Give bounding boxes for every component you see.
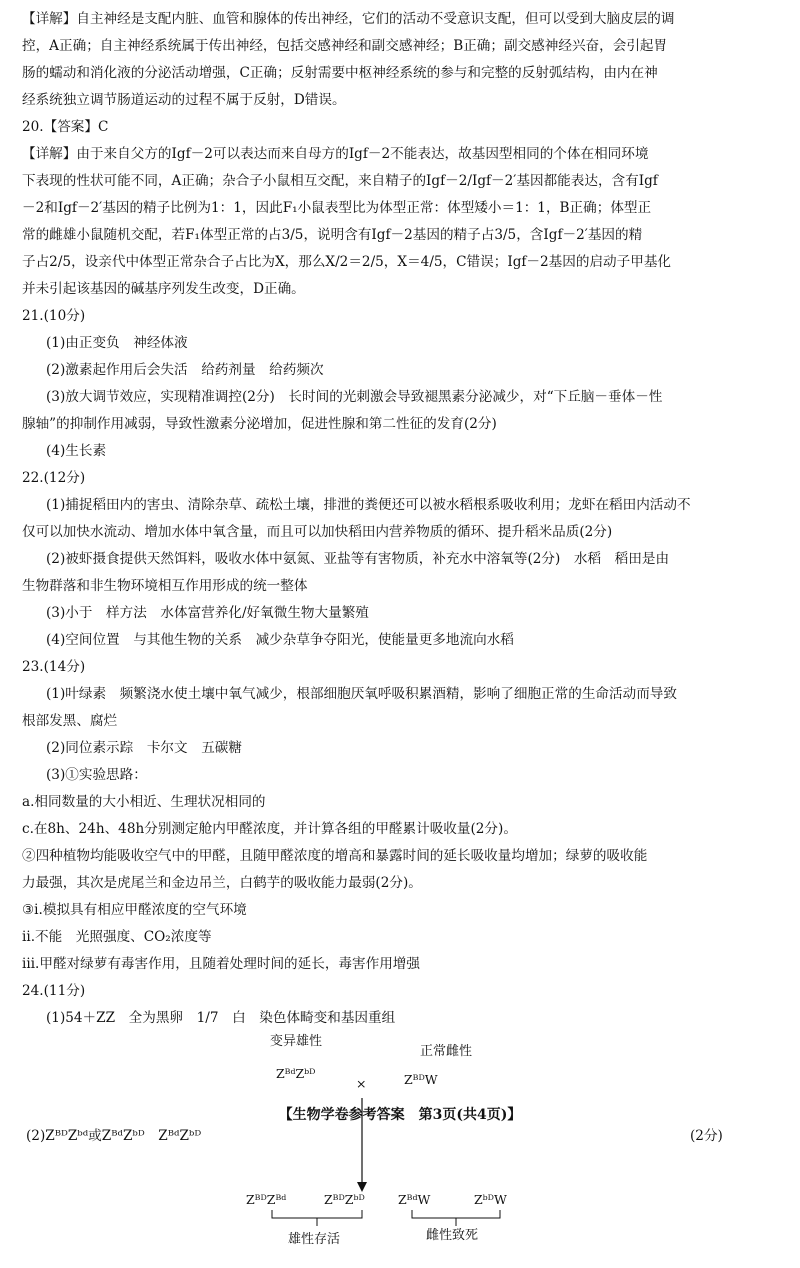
genetic-cross-diagram <box>22 1032 778 1268</box>
q20-line-5: 子占2/5，设亲代中体型正常杂合子占比为X，那么X/2＝2/5，X＝4/5，C错误；Igf－2基因的启动子甲基化 <box>22 254 672 270</box>
q21-heading: 21.(10分) <box>22 308 86 324</box>
cross-symbol: × <box>356 1076 367 1091</box>
q23-heading: 23.(14分) <box>22 659 86 675</box>
q24-part-2: (2)ZᴮᴰZᵇᵈ或ZᴮᵈZᵇᴰ ZᴮᵈZᵇᴰ <box>26 1128 202 1144</box>
q19-line-3: 肠的蠕动和消化液的分泌活动增强，C正确；反射需要中枢神经系统的参与和完整的反射弧结构，由内在神 <box>22 65 658 81</box>
q20-answer: 20.【答案】C <box>22 119 109 135</box>
q23-part-3c: c.在8h、24h、48h分别测定舱内甲醛浓度，并计算各组的甲醛累计吸收量(2分)。 <box>22 821 517 837</box>
q20-line-1: 【详解】由于来自父方的Igf－2可以表达而来自母方的Igf－2不能表达，故基因型相同的个体在相同环境 <box>22 146 649 162</box>
offspring-2-genotype: ZᴮᴰZᵇᴰ <box>324 1192 365 1207</box>
q22-part-1-cont: 仅可以加快水流动、增加水体中氧含量，而且可以加快稻田内营养物质的循环、提升稻米品质(2分) <box>22 524 613 540</box>
q21-part-4: (4)生长素 <box>46 443 107 459</box>
cross-diagram-lines <box>22 1032 778 1268</box>
q20-line-3: －2和Igf－2′基因的精子比例为1：1，因此F₁小鼠表型比为体型正常：体型矮小＝1：1，B正确；体型正 <box>22 200 652 216</box>
q23-part-3-3-iii: ⅲ.甲醛对绿萝有毒害作用，且随着处理时间的延长，毒害作用增强 <box>22 956 420 972</box>
female-lethal-label: 雌性致死 <box>426 1228 479 1243</box>
offspring-4-genotype: ZᵇᴰW <box>474 1192 507 1207</box>
cross-arrow-head <box>357 1182 367 1192</box>
page-footer: 【生物学卷参考答案 第3页(共4页)】 <box>278 1107 522 1123</box>
normal-female-genotype: ZᴮᴰW <box>404 1072 438 1087</box>
male-offspring-bracket <box>272 1210 362 1218</box>
q23-part-3-2: ②四种植物均能吸收空气中的甲醛，且随甲醛浓度的增高和暴露时间的延长吸收量均增加；绿萝的吸收能 <box>22 848 648 864</box>
q22-heading: 22.(12分) <box>22 470 86 486</box>
q22-part-3: (3)小于 样方法 水体富营养化/好氧微生物大量繁殖 <box>46 605 369 621</box>
q24-part-1: (1)54＋ZZ 全为黑卵 1/7 白 染色体畸变和基因重组 <box>46 1010 396 1026</box>
q22-part-1: (1)捕捉稻田内的害虫、清除杂草、疏松土壤，排泄的粪便还可以被水稻根系吸收利用；龙虾在稻田内活动不 <box>46 497 691 513</box>
q21-part-1: (1)由正变负 神经体液 <box>46 335 188 351</box>
q23-part-3-2-cont: 力最强，其次是虎尾兰和金边吊兰，白鹤芋的吸收能力最弱(2分)。 <box>22 875 422 891</box>
mutant-male-label: 变异雄性 <box>270 1034 323 1049</box>
q23-part-3-3-ii: ⅱ.不能 光照强度、CO₂浓度等 <box>22 929 212 945</box>
q20-line-6: 并未引起该基因的碱基序列发生改变，D正确。 <box>22 281 305 297</box>
q24-heading: 24.(11分) <box>22 983 86 999</box>
q19-line-2: 控，A正确；自主神经系统属于传出神经，包括交感神经和副交感神经；B正确；副交感神经兴奋，会引起胃 <box>22 38 668 54</box>
q22-part-2-cont: 生物群落和非生物环境相互作用形成的统一整体 <box>22 578 308 594</box>
q21-part-3-cont: 腺轴”的抑制作用减弱，导致性激素分泌增加，促进性腺和第二性征的发育(2分) <box>22 416 497 432</box>
male-survive-label: 雄性存活 <box>288 1232 341 1247</box>
q22-part-4: (4)空间位置 与其他生物的关系 减少杂草争夺阳光，使能量更多地流向水稻 <box>46 632 514 648</box>
q23-part-1-cont: 根部发黑、腐烂 <box>22 713 118 729</box>
q23-part-3-3: ③ⅰ.模拟具有相应甲醛浓度的空气环境 <box>22 902 247 918</box>
offspring-1-genotype: ZᴮᴰZᴮᵈ <box>246 1192 287 1207</box>
answer-page <box>22 6 778 1268</box>
q20-line-2: 下表现的性状可能不同，A正确；杂合子小鼠相互交配，来自精子的Igf－2/Igf－2′基因都能表达，含有Igf <box>22 173 658 189</box>
q19-line-4: 经系统独立调节肠道运动的过程不属于反射，D错误。 <box>22 92 346 108</box>
female-offspring-bracket <box>412 1210 500 1218</box>
normal-female-label: 正常雌性 <box>420 1044 473 1059</box>
q23-part-3a: a.相同数量的大小相近、生理状况相同的 <box>22 794 266 810</box>
q21-part-2: (2)激素起作用后会失活 给药剂量 给药频次 <box>46 362 324 378</box>
q23-part-2: (2)同位素示踪 卡尔文 五碳糖 <box>46 740 242 756</box>
q23-part-3: (3)①实验思路： <box>46 767 147 783</box>
q19-line-1: 【详解】自主神经是支配内脏、血管和腺体的传出神经，它们的活动不受意识支配，但可以受到大脑皮层的调 <box>22 11 675 27</box>
q22-part-2: (2)被虾摄食提供天然饵料，吸收水体中氨氮、亚盐等有害物质，补充水中溶氧等(2分) 水稻 稻田是由 <box>46 551 670 567</box>
offspring-3-genotype: ZᴮᵈW <box>398 1192 431 1207</box>
q21-part-3: (3)放大调节效应，实现精准调控(2分) 长时间的光刺激会导致褪黑素分泌减少，对“下丘脑－垂体－性 <box>46 389 663 405</box>
mutant-male-genotype: ZᴮᵈZᵇᴰ <box>276 1066 316 1081</box>
q24-part-2-score: (2分) <box>690 1128 723 1144</box>
q23-part-1: (1)叶绿素 频繁浇水使土壤中氧气减少，根部细胞厌氧呼吸积累酒精，影响了细胞正常的生命活动而导致 <box>46 686 677 702</box>
q20-line-4: 常的雌雄小鼠随机交配，若F₁体型正常的占3/5，说明含有Igf－2基因的精子占3/5，含Igf－2′基因的精 <box>22 227 643 243</box>
